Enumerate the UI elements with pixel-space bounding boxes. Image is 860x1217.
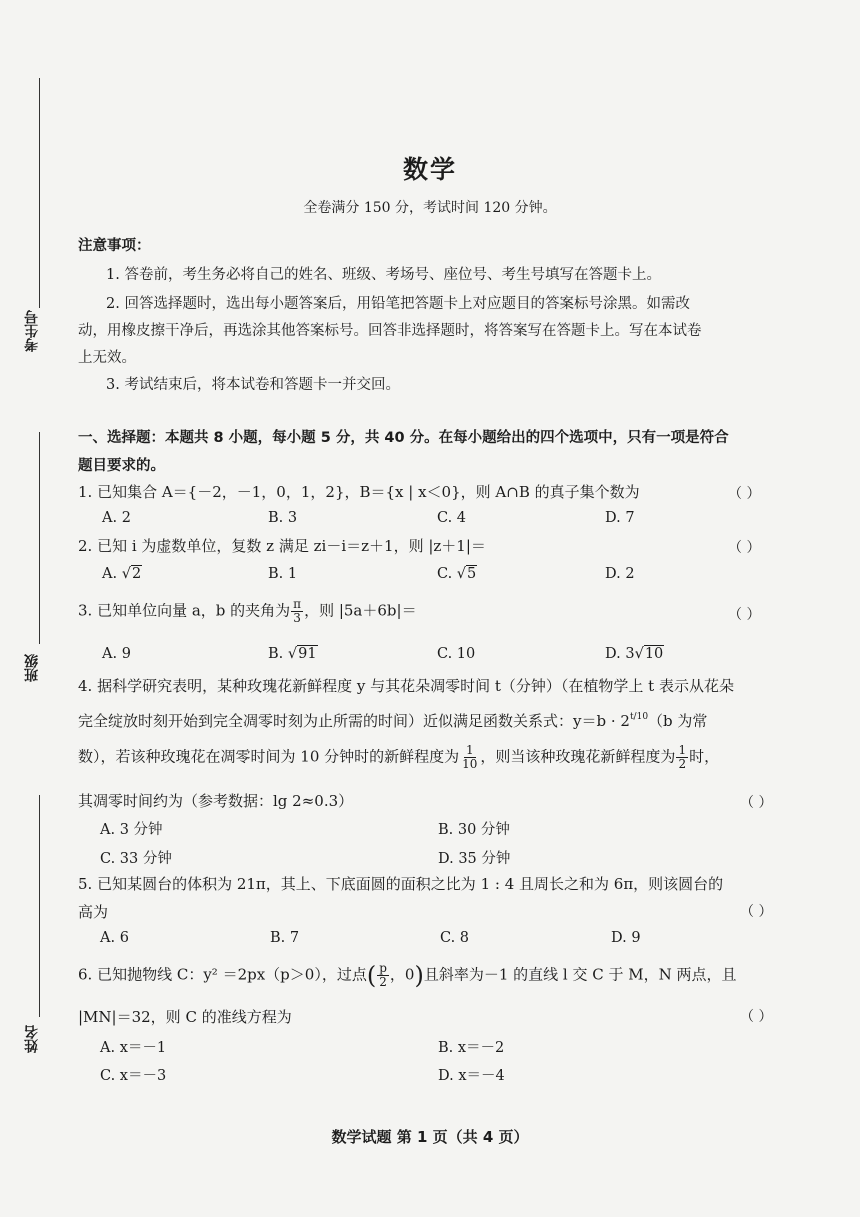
- notes-heading: 注意事项：: [78, 238, 151, 254]
- option-label: C.: [437, 566, 457, 582]
- fraction: [377, 962, 389, 989]
- question-6: [78, 962, 737, 989]
- denominator: 10: [462, 757, 478, 771]
- point-coordinate: ，0: [389, 965, 415, 984]
- option-c: C. 4: [437, 510, 467, 526]
- question-2: 2. 已知 i 为虚数单位，复数 z 满足 zi－i＝z＋1，则 |z＋1|＝: [78, 537, 486, 555]
- question-text: ，则 |5a＋6b|＝: [304, 601, 417, 620]
- sqrt-expression: √5: [456, 566, 477, 582]
- denominator: 3: [293, 611, 301, 625]
- question-4-line: [78, 710, 707, 731]
- denominator: 2: [379, 975, 387, 989]
- name-label: 姓名: [24, 1025, 40, 1053]
- option-label: D. 3: [605, 646, 635, 662]
- option-b: B. x＝－2: [438, 1040, 505, 1056]
- option-c: C. 10: [437, 646, 476, 662]
- note-line: 2. 回答选择题时，选出每小题答案后，用铅笔把答题卡上对应题目的答案标号涂黑。如需改: [106, 296, 690, 312]
- page-title: 数学: [402, 155, 457, 184]
- answer-blank: （ ）: [740, 1009, 773, 1025]
- question-text: 完全绽放时刻开始到完全凋零时刻为止所需的时间）近似满足函数关系式：y＝b · 2: [78, 712, 630, 730]
- option-d: D. 7: [605, 510, 635, 526]
- numerator: 1: [678, 743, 687, 757]
- option-a: [102, 566, 142, 582]
- answer-blank: （ ）: [740, 904, 773, 920]
- option-a: A. 9: [102, 646, 131, 662]
- page-footer: 数学试题 第 1 页（共 4 页）: [331, 1128, 529, 1146]
- option-c: C. 33 分钟: [100, 851, 172, 867]
- note-line: 3. 考试结束后，将本试卷和答题卡一并交回。: [106, 377, 400, 393]
- option-c: C. x＝－3: [100, 1068, 167, 1084]
- option-a: A. 2: [102, 510, 131, 526]
- option-d: [605, 646, 664, 662]
- denominator: 2: [678, 757, 687, 771]
- radicand: 91: [298, 646, 317, 662]
- note-line: 动，用橡皮擦干净后，再选涂其他答案标号。回答非选择题时，将答案写在答题卡上。写在本试卷: [78, 323, 702, 339]
- option-label: A.: [102, 566, 122, 582]
- answer-blank: （ ）: [740, 795, 773, 811]
- paren-open: (: [366, 961, 377, 990]
- answer-blank: （ ）: [728, 607, 761, 623]
- question-4-line: [78, 744, 719, 771]
- radicand: 2: [131, 566, 142, 582]
- note-line: 1. 答卷前，考生务必将自己的姓名、班级、考场号、座位号、考生号填写在答题卡上。: [106, 267, 661, 283]
- option-b: [268, 646, 318, 662]
- option-b: B. 30 分钟: [438, 822, 510, 838]
- option-a: A. 3 分钟: [100, 822, 163, 838]
- question-6-line: |MN|＝32，则 C 的准线方程为: [78, 1008, 292, 1026]
- class-label: 班级: [24, 654, 40, 682]
- question-text: 3. 已知单位向量 a，b 的夹角为: [78, 601, 291, 620]
- question-text: 且斜率为－1 的直线 l 交 C 于 M，N 两点，且: [423, 965, 737, 984]
- fraction: [676, 744, 688, 771]
- option-d: D. x＝－4: [438, 1068, 505, 1084]
- option-c: C. 8: [440, 930, 470, 946]
- numerator: π: [293, 597, 302, 611]
- question-text: （b 为常: [648, 712, 708, 730]
- section-heading: 题目要求的。: [78, 458, 165, 474]
- section-heading: 一、选择题：本题共 8 小题，每小题 5 分，共 40 分。在每小题给出的四个选项中，只有一项是符合: [78, 430, 729, 446]
- option-d: D. 9: [611, 930, 641, 946]
- radicand: 10: [644, 646, 664, 662]
- answer-blank: （ ）: [728, 540, 761, 556]
- question-4-line: 其凋零时间约为（参考数据：lg 2≈0.3）: [78, 792, 354, 810]
- sqrt-expression: √91: [287, 646, 317, 662]
- question-text: 时，: [689, 747, 720, 766]
- option-b: B. 1: [268, 566, 298, 582]
- paren-close: ): [414, 961, 424, 990]
- question-4: 4. 据科学研究表明，某种玫瑰花新鲜程度 y 与其花朵凋零时间 t（分钟）（在植物学上 t 表示从花朵: [78, 677, 734, 695]
- option-b: B. 7: [270, 930, 300, 946]
- question-5: 5. 已知某圆台的体积为 21π，其上、下底面圆的面积之比为 1 : 4 且周长之和为 6π，则该圆台的: [78, 875, 724, 893]
- exponent: t/10: [629, 712, 649, 722]
- option-d: D. 2: [605, 566, 635, 582]
- exam-number-label: 考生号: [24, 310, 40, 352]
- question-text: ，则当该种玫瑰花新鲜程度为: [480, 747, 676, 766]
- exam-info: 全卷满分 150 分，考试时间 120 分钟。: [303, 200, 557, 216]
- note-line: 上无效。: [78, 350, 136, 366]
- option-label: B.: [268, 646, 288, 662]
- name-line: [39, 795, 40, 1017]
- question-3: [78, 598, 417, 625]
- fraction: [291, 598, 303, 625]
- question-text: 6. 已知抛物线 C：y² ＝2px（p＞0），过点: [78, 965, 367, 984]
- exam-number-line: [39, 78, 40, 308]
- answer-blank: （ ）: [728, 486, 761, 502]
- question-text: 数），若该种玫瑰花在凋零时间为 10 分钟时的新鲜程度为: [78, 747, 460, 766]
- option-d: D. 35 分钟: [438, 851, 511, 867]
- class-line: [39, 432, 40, 644]
- question-5-line: 高为: [78, 903, 109, 921]
- question-1: 1. 已知集合 A＝{－2，－1，0，1，2}，B＝{x | x＜0}，则 A∩B 的真子集个数为: [78, 483, 640, 501]
- option-c: [437, 566, 477, 582]
- numerator: 1: [465, 743, 474, 757]
- option-a: A. 6: [100, 930, 129, 946]
- option-a: A. x＝－1: [100, 1040, 167, 1056]
- numerator: p: [379, 961, 387, 975]
- fraction: [460, 744, 479, 771]
- option-b: B. 3: [268, 510, 298, 526]
- sqrt-expression: √2: [121, 566, 142, 582]
- radicand: 5: [467, 566, 477, 582]
- sqrt-expression: √10: [634, 646, 664, 662]
